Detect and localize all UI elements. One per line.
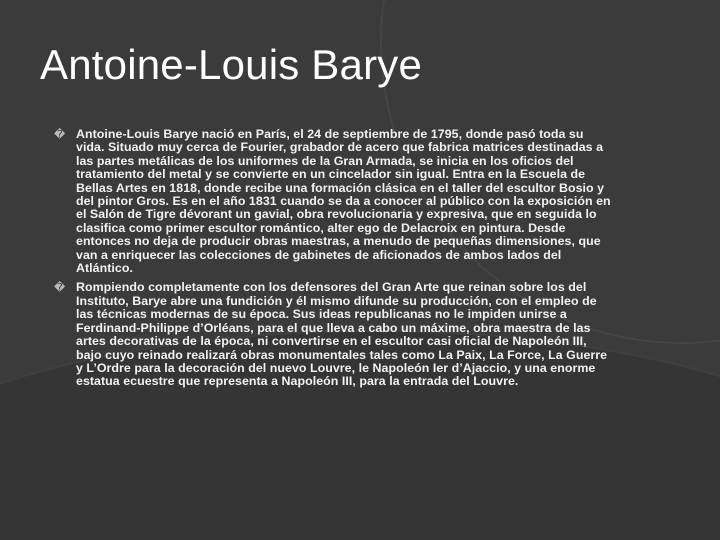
slide-body <box>54 128 614 395</box>
missing-glyph-bullet-icon: � <box>54 128 66 141</box>
slide-title: Antoine-Louis Barye <box>40 41 423 88</box>
bullet-item <box>54 281 614 388</box>
bullet-text: Rompiendo completamente con los defensores del Gran Arte que reinan sobre los del Instituto, Barye abre una fundición y él mismo difunde su producción, con el empleo de las técnicas modernas de su época. Sus ideas republicanas no le impiden unirse a Ferdinand-Philippe d’Orléans, para el que lleva a cabo un máxime, obra maestra de las artes decorativas de la época, ni convertirse en el escultor casi oficial de Napoleón III, bajo cuyo reinado realizará obras monumentales tales como La Paix, La Force, La Guerre y L’Ordre para la decoración del nuevo Louvre, le Napoleón Ier d’Ajaccio, y una enorme estatua ecuestre que representa a Napoleón III, para la entrada del Louvre. <box>76 280 608 389</box>
missing-glyph-bullet-icon: � <box>54 281 66 295</box>
bullet-item <box>54 128 614 275</box>
bullet-text: Antoine-Louis Barye nació en París, el 24 de septiembre de 1795, donde pasó toda su vida. Situado muy cerca de Fourier, grabador de acero que fabrica matrices destinadas a las partes metálicas de los uniformes de la Gran Armada, se inicia en los oficios del tratamiento del metal y se convierte en un cincelador sin igual. Entra en la Escuela de Bellas Artes en 1818, donde recibe una formación clásica en el taller del escultor Bosio y del pintor Gros. Es en el año 1831 cuando se da a conocer al público con la exposición en el Salón de Tigre dévorant un gavial, obra revolucionaria y expresiva, que en seguida lo clasifica como primer escultor romántico, alter ego de Delacroix en pintura. Desde entonces no deja de producir obras maestras, a menudo de pequeñas dimensiones, que van a enriquecer las colecciones de gabinetes de aficionados de ambos lados del Atlántico. <box>76 127 611 276</box>
